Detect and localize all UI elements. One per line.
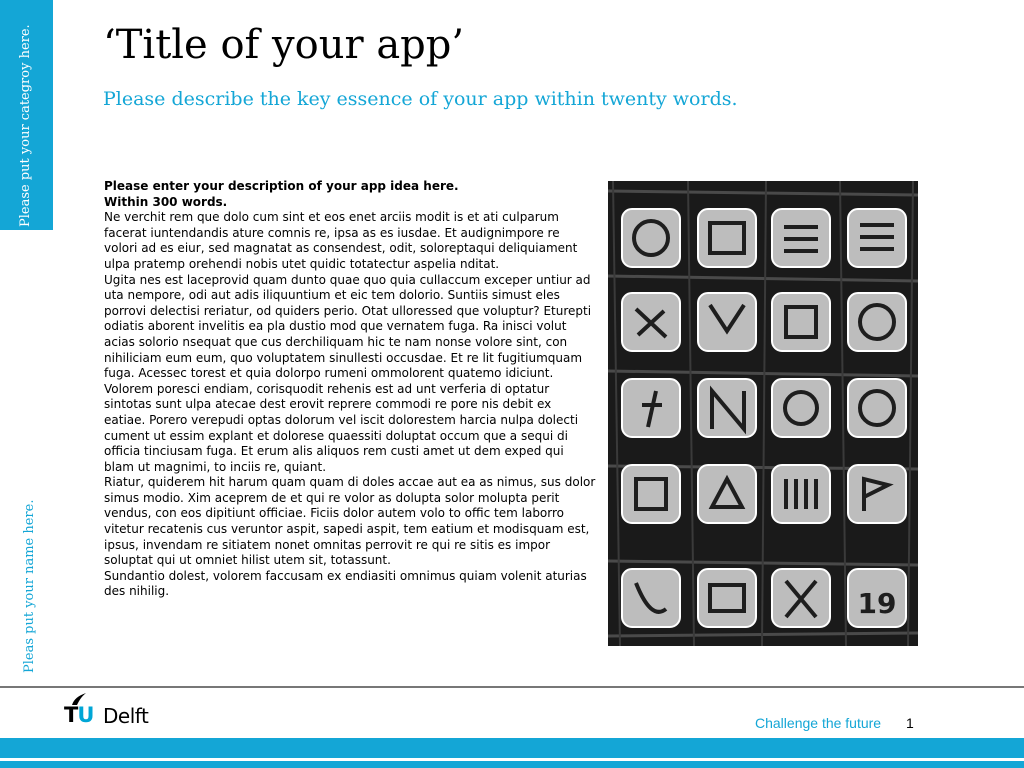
app-icons-sketch-image <box>608 181 918 646</box>
bottom-band <box>0 738 1024 758</box>
tudelft-logo <box>64 692 184 732</box>
category-label: Please put your categroy here. <box>18 24 33 227</box>
logo-delft-text: Delft <box>103 704 149 728</box>
logo-u: U <box>77 703 94 727</box>
author-name-label: Pleas put your name here. <box>22 499 37 673</box>
app-title: ‘Title of your app’ <box>103 22 465 68</box>
description-paragraph: Riatur, quiderem hit harum quam quam di doles accae aut ea as nimus, sus dolor simus modio. Xim aceprem de et qui re volor as dolupta solor molupta perit vendus, con eos dipitiunt officiae. Ficiis dolor autem volo to offic tem laborro vitetur recatenis cus veruntor aspit, sapedi aspit, tem eatium et modisquam est, ipsus, invendam re sitiatem nonet omnitas perrovit re qui re sitis es impor soluptat qui ut omniet hilist utem sit, totassunt. <box>104 475 596 568</box>
description-paragraph: Volorem poresci endiam, corisquodit rehenis est ad unt verferia di optatur sintotas sunt ulpa atecae dest erovit reprere commodi re pore nis debit ex eatiae. Porero verepudi optas dolorum vel iscit dolorestem harcia nulpa dolecti cument ut essim explant et dolorese quaessiti doluptat occum que a sequi di officia tinciusam fuga. Et erum alis aliquos rem custi amet ut dem exped qui blam ut magnimi, to inciis re, quiant. <box>104 381 579 474</box>
calendar-day-label: 19 <box>857 587 897 620</box>
page-number: 1 <box>906 715 914 731</box>
description-paragraph: Ugita nes est laceprovid quam dunto quae quo quia cullaccum exceper untiur ad uta nempore, odi aut adis iliquuntium et eic tem dolorio. Suntiis simust eles porrovi delectisi reriatur, od quiders perio. Otat ulloressed que voluptur? Eturepti odiatis aborent invelitis ea pla dustio mod que vernatem fuga. Ra inisci volut acias solorio nsequat que cus derchiliquam hic te nam nonse volore sint, con nihiliciam eum eum, quo voluptatem sinullesti occusdae. Et re lit fugitiumquam fuga. Acessec torest et quia dolorpo rumeni ommolorent quatemo idiciunt. <box>104 272 592 381</box>
bottom-stripe <box>0 761 1024 768</box>
description-paragraph: Sundantio dolest, volorem faccusam ex endiasiti omnimus quiam volenit aturias des nihilig. <box>104 568 587 599</box>
description-word-limit: Within 300 words. <box>104 194 228 209</box>
logo-t: T <box>64 703 78 727</box>
logo-tu-text <box>64 704 93 726</box>
tagline: Challenge the future <box>755 715 882 731</box>
description-paragraph: Ne verchit rem que dolo cum sint et eos enet arciis modit is et ati culparum facerat iuntendandis ature comnis re, ipsa as es iusdae. Et audignimpore re volori ad es eiur, sed magnatat as consendest, odit, soloreptaqui deliquiament ulpa pratemp orehendi nobis utet quidic totatectur aspelia nditat. <box>104 210 578 271</box>
footer-divider <box>0 686 1024 688</box>
app-subtitle: Please describe the key essence of your app within twenty words. <box>103 88 738 110</box>
description-heading: Please enter your description of your app idea here. <box>104 179 459 193</box>
app-description <box>104 179 596 600</box>
